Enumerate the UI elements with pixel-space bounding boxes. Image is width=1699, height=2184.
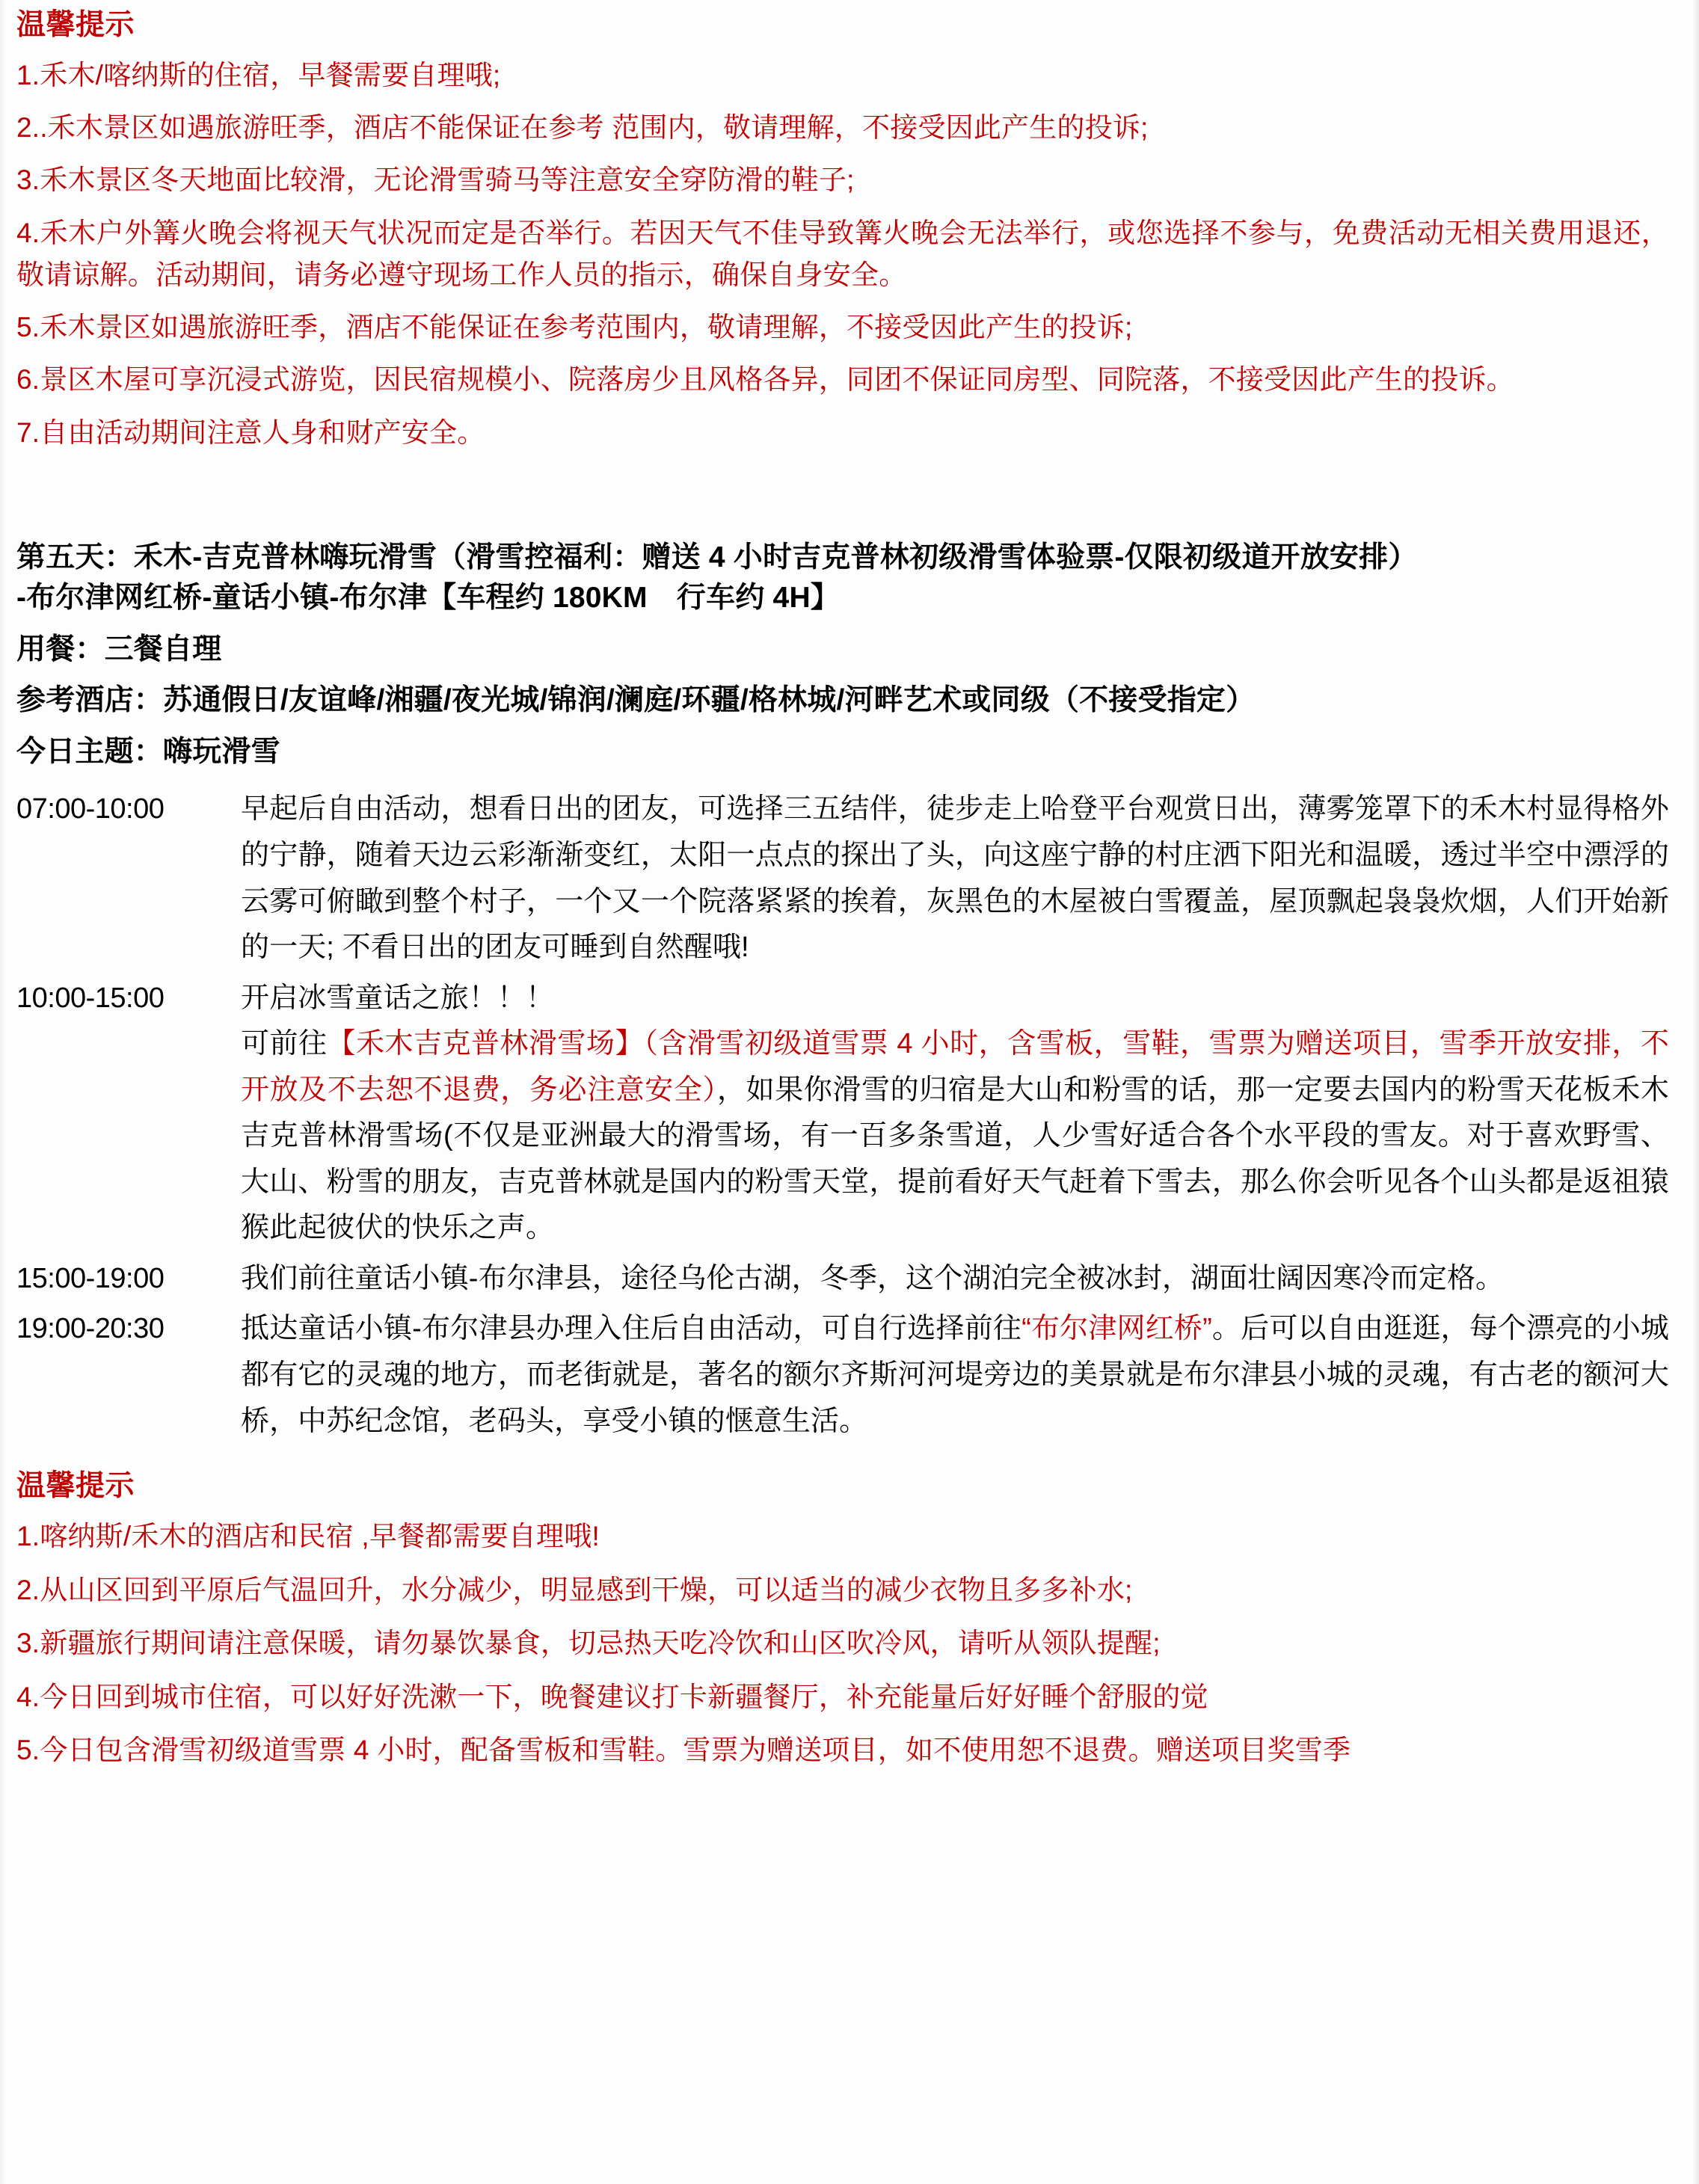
bottom-tips-section <box>16 1471 1669 1771</box>
top-tip-item-5: 5.禾木景区如遇旅游旺季，酒店不能保证在参考范围内，敬请理解，不接受因此产生的投诉; <box>16 312 1133 343</box>
schedule-body <box>241 976 1669 1252</box>
meals-value: 三餐自理 <box>104 633 222 665</box>
schedule-time: 15:00-19:00 <box>16 1262 165 1294</box>
day-title <box>16 538 1669 618</box>
schedule-row <box>16 976 1669 1252</box>
theme-line <box>16 733 1669 772</box>
schedule-body <box>241 1256 1669 1302</box>
top-tip-item-2: 2..禾木景区如遇旅游旺季，酒店不能保证在参考 范围内，敬请理解，不接受因此产生的投诉; <box>16 112 1149 144</box>
bottom-tip-item-4: 4.今日回到城市住宿，可以好好洗漱一下，晚餐建议打卡新疆餐厅，补充能量后好好睡个舒服的觉 <box>16 1681 1208 1712</box>
schedule-body <box>241 1306 1669 1445</box>
top-tip-item-3: 3.禾木景区冬天地面比较滑，无论滑雪骑马等注意安全穿防滑的鞋子; <box>16 164 855 196</box>
schedule-text-black: 我们前往童话小镇-布尔津县，途径乌伦古湖，冬季，这个湖泊完全被冰封，湖面壮阔因寒冷而定格。 <box>241 1262 1505 1294</box>
schedule-text-black: ，如果你滑雪的归宿是大山和粉雪的话，那一定要去国内的粉雪天花板禾木吉克普林滑雪场(不仅是亚洲最大的滑雪场，有一百多条雪道，人少雪好适合各个水平段的雪友。对于喜欢野雪、大山、粉雪的朋友，吉克普林就是国内的粉雪天堂，提前看好天气赶着下雪去，那么你会听见各个山头都是返祖猿猴此起彼伏的快乐之声。 <box>241 1074 1669 1244</box>
hotels-line <box>16 681 1669 721</box>
schedule-paragraph <box>241 1256 1669 1302</box>
meals-label: 用餐： <box>16 633 105 665</box>
bottom-tip-item-1: 1.喀纳斯/禾木的酒店和民宿 ,早餐都需要自理哦! <box>16 1521 600 1552</box>
schedule-text-black: 早起后自由活动，想看日出的团友，可选择三五结伴，徒步走上哈登平台观赏日出，薄雾笼罩下的禾木村显得格外的宁静，随着天边云彩渐渐变红，太阳一点点的探出了头，向这座宁静的村庄洒下阳光和温暖，透过半空中漂浮的云雾可俯瞰到整个村子，一个又一个院落紧紧的挨着，灰黑色的木屋被白雪覆盖，屋顶飘起袅袅炊烟，人们开始新的一天; 不看日出的团友可睡到自然醒哦! <box>241 793 1669 964</box>
schedule-time: 10:00-15:00 <box>16 982 165 1014</box>
schedule-text-black: 。后可以自由逛逛，每个漂亮的小城都有它的灵魂的地方，而老街就是，著名的额尔齐斯河河堤旁边的美景就是布尔津县小城的灵魂，有古老的额河大桥，中苏纪念馆，老码头，享受小镇的惬意生活。 <box>241 1313 1670 1437</box>
schedule-row <box>16 1256 1669 1302</box>
schedule-text-black: 可前往 <box>241 1028 328 1060</box>
schedule-row <box>16 1306 1669 1445</box>
top-tip-item-4: 4.禾木户外篝火晚会将视天气状况而定是否举行。若因天气不佳导致篝火晚会无法举行，或您选择不参与，免费活动无相关费用退还，敬请谅解。活动期间，请务必遵守现场工作人员的指示，确保自身安全。 <box>16 217 1669 290</box>
day-header-section <box>16 538 1669 772</box>
schedule-body <box>241 787 1669 971</box>
theme-label: 今日主题： <box>16 735 164 768</box>
schedule-section <box>16 787 1669 1445</box>
schedule-headline: 开启冰雪童话之旅！！！ <box>241 982 555 1014</box>
hotels-value: 苏通假日/友谊峰/湘疆/夜光城/锦润/澜庭/环疆/格林城/河畔艺术或同级（不接受指定） <box>163 684 1256 717</box>
schedule-time: 07:00-10:00 <box>16 793 165 825</box>
top-tips-section <box>16 10 1669 454</box>
bottom-tip-item-3: 3.新疆旅行期间请注意保暖，请勿暴饮暴食，切忌热天吃冷饮和山区吹冷风，请听从领队提醒; <box>16 1628 1161 1659</box>
schedule-row <box>16 787 1669 971</box>
hotels-label: 参考酒店： <box>16 684 164 717</box>
meals-line <box>16 630 1669 670</box>
top-tip-item-7: 7.自由活动期间注意人身和财产安全。 <box>16 416 485 448</box>
schedule-text-highlight: “布尔津网红桥” <box>1021 1313 1212 1345</box>
schedule-text-highlight: 【禾木吉克普林滑雪场】（含滑雪初级道雪票 4 小时，含雪板，雪鞋，雪票为赠送项目，雪季开放安排，不开放及不去恕不退费，务必注意安全） <box>241 1028 1669 1106</box>
schedule-text-black: 抵达童话小镇-布尔津县办理入住后自由活动，可自行选择前往 <box>241 1313 1022 1345</box>
top-tip-item-1: 1.禾木/喀纳斯的住宿，早餐需要自理哦; <box>16 60 501 90</box>
theme-value: 嗨玩滑雪 <box>163 735 280 768</box>
bottom-tips-heading: 温馨提示 <box>16 1470 135 1503</box>
section-spacer <box>16 454 1669 538</box>
bottom-tip-item-2: 2.从山区回到平原后气温回升，水分减少，明显感到干燥，可以适当的减少衣物且多多补水; <box>16 1574 1133 1605</box>
day-title-line-1: 第五天：禾木-吉克普林嗨玩滑雪（滑雪控福利：赠送 4 小时吉克普林初级滑雪体验票-仅限初级道开放安排） <box>16 541 1418 573</box>
schedule-paragraph <box>241 1306 1669 1445</box>
schedule-paragraph <box>241 787 1669 971</box>
top-tip-item-6: 6.景区木屋可享沉浸式游览，因民宿规模小、院落房少且风格各异，同团不保证同房型、同院落，不接受因此产生的投诉。 <box>16 364 1514 396</box>
schedule-paragraph <box>241 1021 1669 1252</box>
top-tips-heading: 温馨提示 <box>16 9 135 41</box>
day-title-line-2: -布尔津网红桥-童话小镇-布尔津【车程约 180KM 行车约 4H】 <box>16 581 841 614</box>
bottom-tip-item-5: 5.今日包含滑雪初级道雪票 4 小时，配备雪板和雪鞋。雪票为赠送项目，如不使用恕不退费。赠送项目奖雪季 <box>16 1735 1351 1766</box>
schedule-time: 19:00-20:30 <box>16 1313 165 1345</box>
